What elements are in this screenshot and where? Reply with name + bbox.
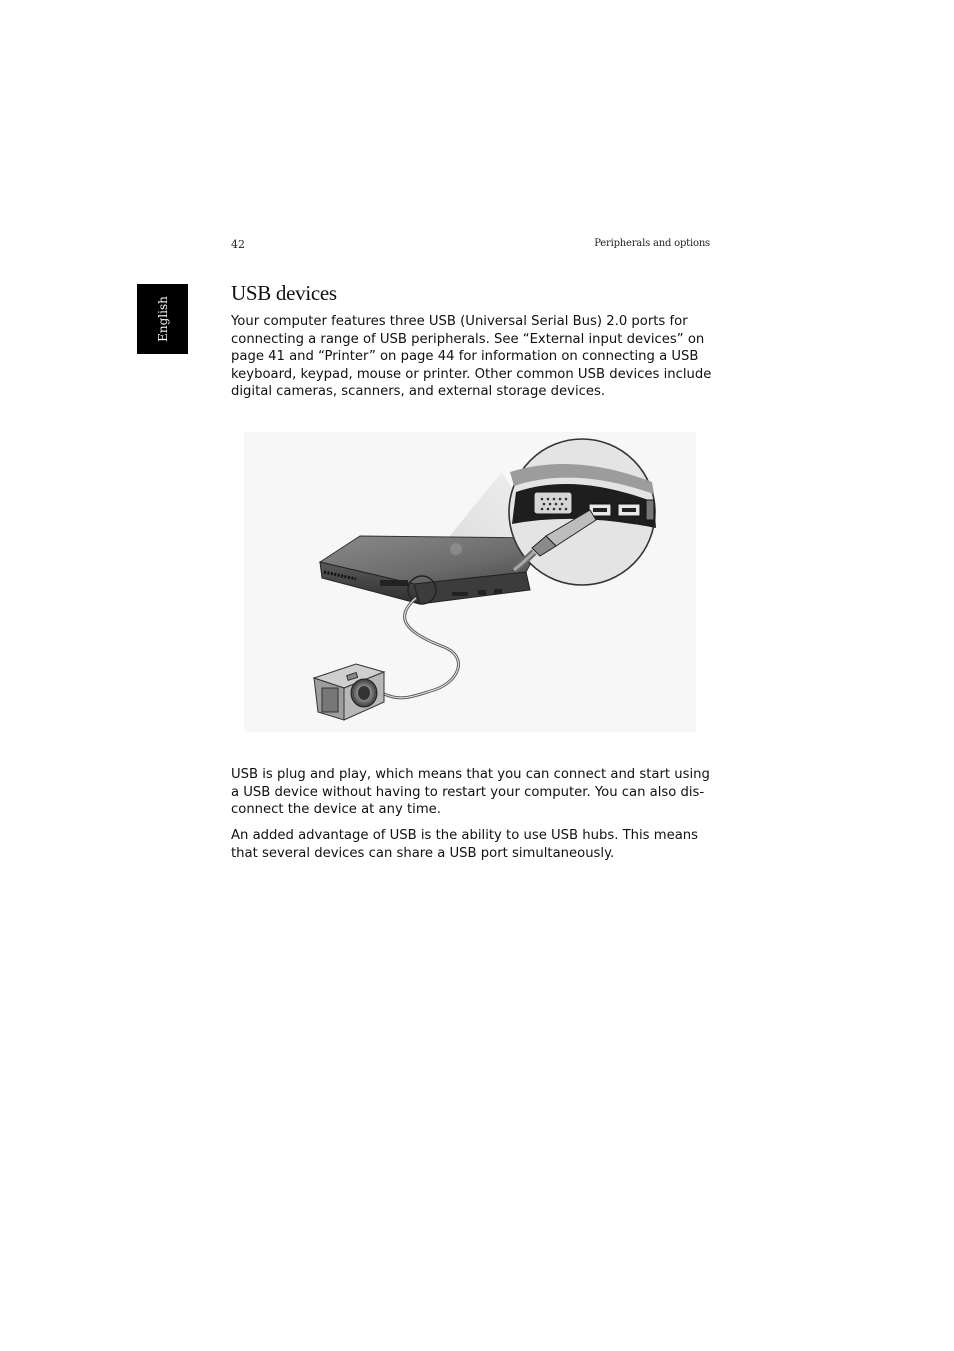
intro-paragraph: Your computer features three USB (Universal Serial Bus) 2.0 ports for connecting a range of USB peripherals. See “External input devices” on page 41 and “Printer” on page 44 for information on connecting a USB keyboard, keypad, mouse or printer. Other common USB devices include digital cameras, scanners, and external storage devices. <box>231 314 712 400</box>
plug-and-play-paragraph: USB is plug and play, which means that you can connect and start using a USB device without having to restart your computer. You can also dis-connect the device at any time. <box>231 767 710 818</box>
usb-hubs-paragraph: An added advantage of USB is the ability to use USB hubs. This means that several devices can share a USB port simultaneously. <box>231 828 699 861</box>
page-number: 42 <box>231 238 245 251</box>
magnified-ports-inset <box>509 439 656 585</box>
language-tab-label: English <box>155 296 170 342</box>
running-header: Peripherals and options <box>594 238 710 249</box>
language-tab <box>137 284 188 354</box>
section-title: USB devices <box>231 281 337 305</box>
usb-camera-illustration <box>244 432 696 732</box>
